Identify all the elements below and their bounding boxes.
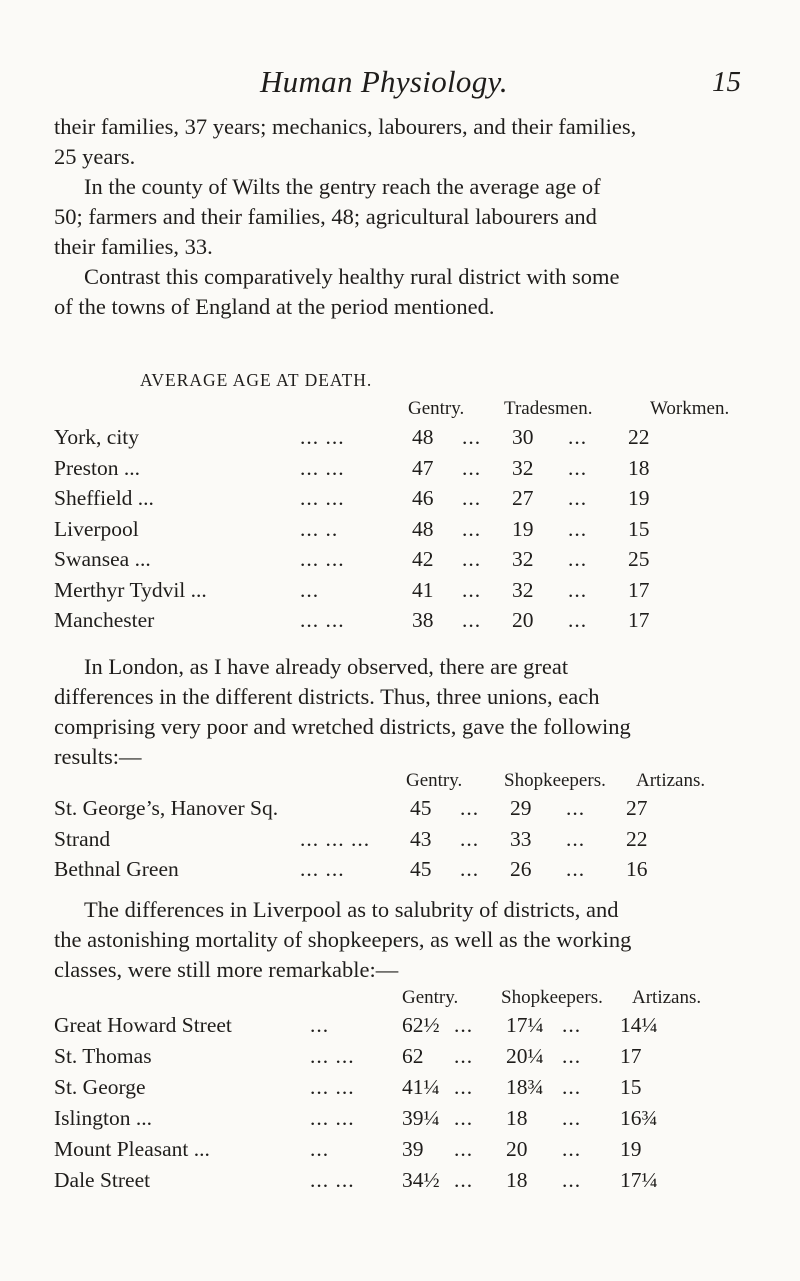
row-label: Dale Street xyxy=(54,1168,151,1192)
leader-dots: ... ... xyxy=(310,1106,355,1130)
cell-value: 14¼ xyxy=(620,1013,658,1037)
cell-value: 15 xyxy=(628,516,650,541)
text-line: of the towns of England at the period mentioned. xyxy=(54,294,495,319)
leader-dots: ... xyxy=(566,826,586,851)
cell-value: 32 xyxy=(512,455,534,480)
cell-value: 62 xyxy=(402,1044,424,1068)
table-row xyxy=(0,1013,800,1043)
paragraph-2 xyxy=(54,172,760,262)
cell-value: 39 xyxy=(402,1137,424,1161)
cell-value: 17 xyxy=(628,577,650,602)
paragraph-1 xyxy=(54,112,760,172)
cell-value: 48 xyxy=(412,425,434,449)
cell-value: 22 xyxy=(628,425,650,449)
leader-dots: ... xyxy=(566,796,586,820)
row-label: Manchester xyxy=(54,608,155,632)
cell-value: 27 xyxy=(626,796,648,820)
leader-dots: ... .. xyxy=(300,516,339,541)
row-label: Liverpool xyxy=(54,516,139,541)
table-row xyxy=(0,456,800,486)
cell-value: 20 xyxy=(512,608,534,632)
table-row xyxy=(0,425,800,455)
row-label: St. George’s, Hanover Sq. xyxy=(54,796,279,820)
row-label: Bethnal Green xyxy=(54,857,179,881)
leader-dots: ... ... xyxy=(300,486,345,510)
cell-value: 34½ xyxy=(402,1168,440,1192)
text-line: comprising very poor and wretched districts, gave the following xyxy=(54,714,631,739)
table-row xyxy=(0,1168,800,1198)
text-line: classes, were still more remarkable:— xyxy=(54,957,399,982)
text-line: the astonishing mortality of shopkeepers, as well as the working xyxy=(54,927,632,952)
cell-value: 16¾ xyxy=(620,1106,658,1130)
cell-value: 47 xyxy=(412,455,434,480)
cell-value: 45 xyxy=(410,857,432,881)
leader-dots: ... xyxy=(462,516,482,541)
leader-dots: ... xyxy=(460,826,480,851)
column-header-tradesmen: Tradesmen. xyxy=(504,398,593,419)
leader-dots: ... ... xyxy=(300,608,345,632)
leader-dots: ... ... xyxy=(310,1044,355,1068)
cell-value: 33 xyxy=(510,826,532,851)
text-line: 25 years. xyxy=(54,144,136,169)
cell-value: 45 xyxy=(410,796,432,820)
leader-dots: ... xyxy=(562,1013,582,1037)
row-label: Merthyr Tydvil ... xyxy=(54,577,207,602)
leader-dots: ... xyxy=(568,486,588,510)
cell-value: 25 xyxy=(628,547,650,571)
row-label: St. Thomas xyxy=(54,1044,152,1068)
cell-value: 39¼ xyxy=(402,1106,440,1130)
text-line: In the county of Wilts the gentry reach the average age of xyxy=(84,174,601,199)
leader-dots: ... xyxy=(568,455,588,480)
paragraph-5 xyxy=(54,895,760,985)
leader-dots: ... xyxy=(462,547,482,571)
column-header-artizans: Artizans. xyxy=(632,987,702,1008)
text-line: Contrast this comparatively healthy rural district with some xyxy=(84,264,620,289)
cell-value: 17¼ xyxy=(620,1168,658,1192)
row-label: St. George xyxy=(54,1075,146,1099)
leader-dots: ... xyxy=(568,425,588,449)
cell-value: 17¼ xyxy=(506,1013,544,1037)
leader-dots: ... xyxy=(300,577,320,602)
cell-value: 32 xyxy=(512,547,534,571)
table-row xyxy=(0,578,800,608)
leader-dots: ... xyxy=(562,1137,582,1161)
leader-dots: ... ... xyxy=(310,1168,355,1192)
column-header-gentry: Gentry. xyxy=(406,770,463,791)
leader-dots: ... xyxy=(454,1106,474,1130)
leader-dots: ... xyxy=(454,1044,474,1068)
table-row xyxy=(0,517,800,547)
cell-value: 20 xyxy=(506,1137,528,1161)
leader-dots: ... xyxy=(310,1137,330,1161)
table-row xyxy=(0,827,800,857)
table-row xyxy=(0,486,800,516)
leader-dots: ... xyxy=(568,608,588,632)
row-label: Islington ... xyxy=(54,1106,152,1130)
leader-dots: ... xyxy=(462,486,482,510)
row-label: Strand xyxy=(54,826,111,851)
leader-dots: ... xyxy=(454,1013,474,1037)
row-label: Mount Pleasant ... xyxy=(54,1137,210,1161)
leader-dots: ... xyxy=(454,1168,474,1192)
leader-dots: ... xyxy=(310,1013,330,1037)
cell-value: 41 xyxy=(412,577,434,602)
leader-dots: ... xyxy=(462,608,482,632)
text-line: The differences in Liverpool as to salubrity of districts, and xyxy=(84,897,619,922)
column-header-gentry: Gentry. xyxy=(402,987,459,1008)
column-header-workmen: Workmen. xyxy=(650,398,730,419)
table-row xyxy=(0,1044,800,1074)
leader-dots: ... xyxy=(568,577,588,602)
cell-value: 38 xyxy=(412,608,434,632)
cell-value: 43 xyxy=(410,826,432,851)
cell-value: 16 xyxy=(626,857,648,881)
cell-value: 26 xyxy=(510,857,532,881)
leader-dots: ... ... ... xyxy=(300,826,371,851)
text-line: differences in the different districts. Thus, three unions, each xyxy=(54,684,600,709)
cell-value: 15 xyxy=(620,1075,642,1099)
row-label: Swansea ... xyxy=(54,547,151,571)
cell-value: 18 xyxy=(628,455,650,480)
leader-dots: ... xyxy=(568,516,588,541)
leader-dots: ... ... xyxy=(300,425,345,449)
text-line: results:— xyxy=(54,744,142,769)
cell-value: 32 xyxy=(512,577,534,602)
running-title: Human Physiology. xyxy=(260,64,508,99)
leader-dots: ... xyxy=(566,857,586,881)
cell-value: 29 xyxy=(510,796,532,820)
row-label: Sheffield ... xyxy=(54,486,154,510)
cell-value: 19 xyxy=(620,1137,642,1161)
page-number: 15 xyxy=(712,66,741,98)
cell-value: 18¾ xyxy=(506,1075,544,1099)
cell-value: 41¼ xyxy=(402,1075,440,1099)
leader-dots: ... xyxy=(562,1044,582,1068)
leader-dots: ... xyxy=(562,1168,582,1192)
table-row xyxy=(0,547,800,577)
leader-dots: ... ... xyxy=(310,1075,355,1099)
table-row xyxy=(0,1137,800,1167)
leader-dots: ... ... xyxy=(300,455,345,480)
cell-value: 22 xyxy=(626,826,648,851)
leader-dots: ... xyxy=(460,796,480,820)
leader-dots: ... xyxy=(454,1075,474,1099)
cell-value: 27 xyxy=(512,486,534,510)
leader-dots: ... xyxy=(462,577,482,602)
leader-dots: ... ... xyxy=(300,547,345,571)
leader-dots: ... xyxy=(462,425,482,449)
leader-dots: ... xyxy=(454,1137,474,1161)
row-label: Preston ... xyxy=(54,455,140,480)
text-line: In London, as I have already observed, there are great xyxy=(84,654,569,679)
column-header-gentry: Gentry. xyxy=(408,398,465,419)
cell-value: 18 xyxy=(506,1168,528,1192)
text-line: 50; farmers and their families, 48; agricultural labourers and xyxy=(54,204,597,229)
column-header-shopkeepers: Shopkeepers. xyxy=(504,770,606,791)
cell-value: 48 xyxy=(412,516,434,541)
table-row xyxy=(0,1106,800,1136)
row-label: Great Howard Street xyxy=(54,1013,232,1037)
table-row xyxy=(0,608,800,638)
text-line: their families, 33. xyxy=(54,234,213,259)
row-label: York, city xyxy=(54,425,140,449)
table-row xyxy=(0,857,800,887)
table-row xyxy=(0,1075,800,1105)
cell-value: 46 xyxy=(412,486,434,510)
cell-value: 20¼ xyxy=(506,1044,544,1068)
cell-value: 19 xyxy=(628,486,650,510)
leader-dots: ... xyxy=(568,547,588,571)
leader-dots: ... xyxy=(460,857,480,881)
leader-dots: ... xyxy=(462,455,482,480)
cell-value: 30 xyxy=(512,425,534,449)
column-header-shopkeepers: Shopkeepers. xyxy=(501,987,603,1008)
leader-dots: ... xyxy=(562,1075,582,1099)
cell-value: 62½ xyxy=(402,1013,440,1037)
paragraph-4 xyxy=(54,652,760,772)
table-row xyxy=(0,796,800,826)
text-line: their families, 37 years; mechanics, labourers, and their families, xyxy=(54,114,637,139)
cell-value: 18 xyxy=(506,1106,528,1130)
cell-value: 17 xyxy=(628,608,650,632)
leader-dots: ... ... xyxy=(300,857,345,881)
cell-value: 17 xyxy=(620,1044,642,1068)
cell-value: 19 xyxy=(512,516,534,541)
table-title: AVERAGE AGE AT DEATH. xyxy=(140,370,373,390)
paragraph-3 xyxy=(54,262,760,322)
column-header-artizans: Artizans. xyxy=(636,770,706,791)
cell-value: 42 xyxy=(412,547,434,571)
leader-dots: ... xyxy=(562,1106,582,1130)
